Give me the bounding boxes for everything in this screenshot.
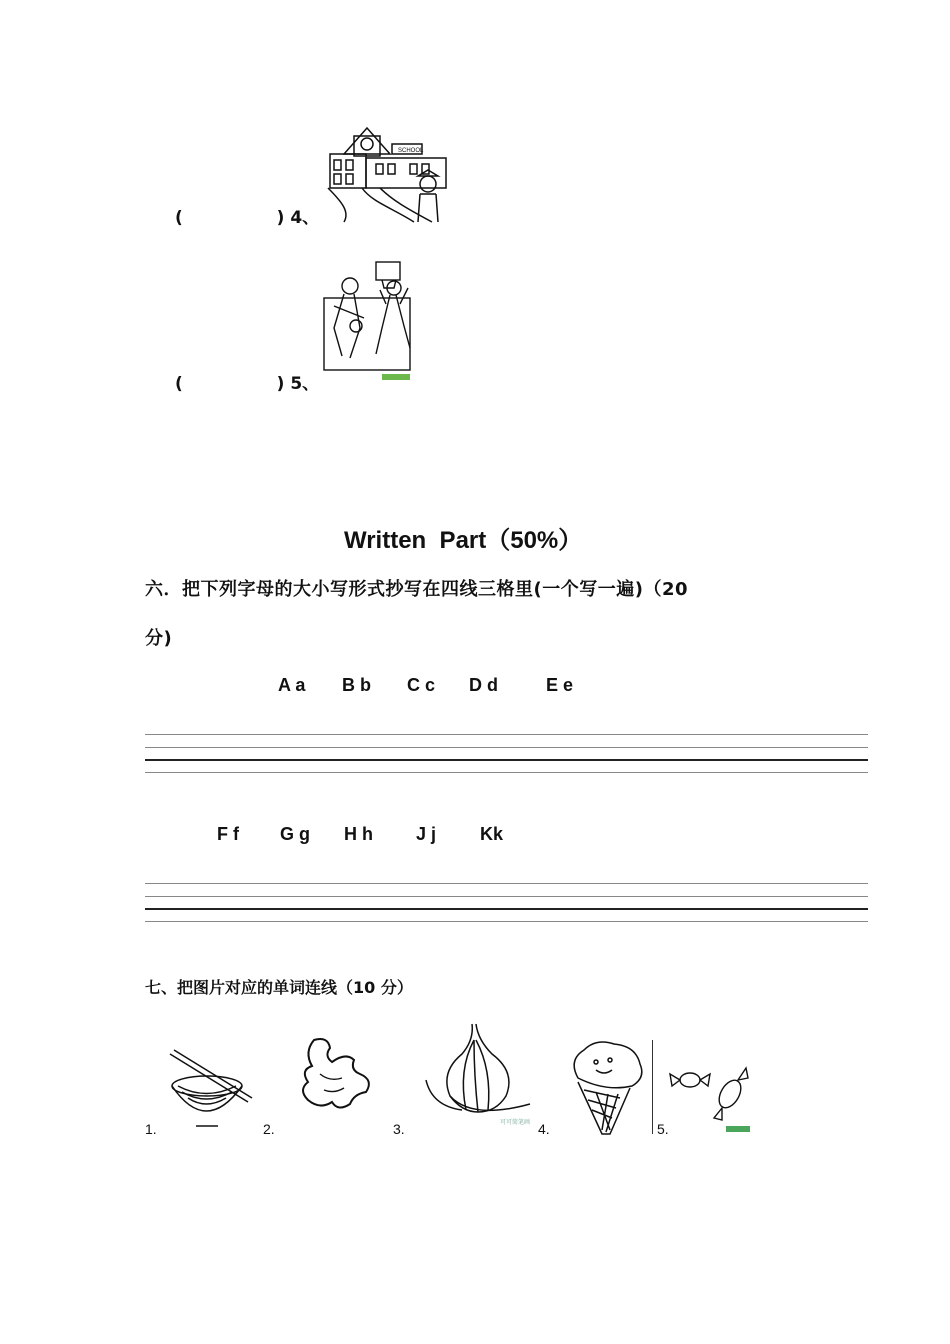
letter-pair: D d — [469, 675, 498, 695]
column-divider — [652, 1040, 653, 1134]
basketball-picture — [320, 258, 420, 384]
question-number: 5、 — [290, 374, 320, 394]
school-picture — [322, 122, 454, 224]
grid-line — [145, 747, 868, 748]
answer-paren-close: ) — [276, 374, 285, 394]
onion-icon — [422, 1020, 536, 1130]
answer-paren-open: ( — [175, 208, 183, 228]
letter-pair: C c — [407, 675, 436, 695]
svg-text:可可简笔画: 可可简笔画 — [500, 1119, 531, 1126]
letter-pair: F f — [217, 824, 239, 844]
candy-icon — [668, 1064, 756, 1136]
letter-pair: Kk — [480, 824, 504, 844]
grid-line — [145, 759, 868, 761]
grid-line — [145, 883, 868, 884]
noodles-icon — [166, 1046, 256, 1136]
question-5 — [175, 369, 319, 394]
grid-line — [145, 734, 868, 735]
section-6-heading-cont: 分) — [145, 628, 173, 649]
letter-pair: J j — [416, 824, 437, 844]
grid-line — [145, 921, 868, 922]
picture-number: 2. — [263, 1121, 275, 1137]
picture-number: 4. — [538, 1121, 550, 1137]
written-part-title: Written Part（50%） — [344, 527, 583, 554]
grid-line — [145, 772, 868, 773]
picture-number: 1. — [145, 1121, 157, 1137]
svg-text:SCHOOL: SCHOOL — [398, 148, 424, 154]
grid-line — [145, 896, 868, 897]
picture-number: 3. — [393, 1121, 405, 1137]
picture-number: 5. — [657, 1121, 669, 1137]
question-4 — [175, 203, 319, 228]
grid-line — [145, 908, 868, 910]
ginger-icon — [294, 1034, 378, 1114]
section-6-heading: 六．把下列字母的大小写形式抄写在四线三格里(一个写一遍)（20 — [145, 579, 688, 600]
letter-pair: E e — [546, 675, 574, 695]
letter-pair: G g — [280, 824, 310, 844]
answer-paren-close: ) — [276, 208, 285, 228]
ice-cream-icon — [566, 1038, 648, 1136]
question-number: 4、 — [290, 208, 320, 228]
letter-pair: H h — [344, 824, 373, 844]
letter-pair: A a — [278, 675, 306, 695]
answer-paren-open: ( — [175, 374, 183, 394]
letter-pair: B b — [342, 675, 371, 695]
section-7-heading: 七、把图片对应的单词连线（10 分） — [145, 978, 413, 997]
